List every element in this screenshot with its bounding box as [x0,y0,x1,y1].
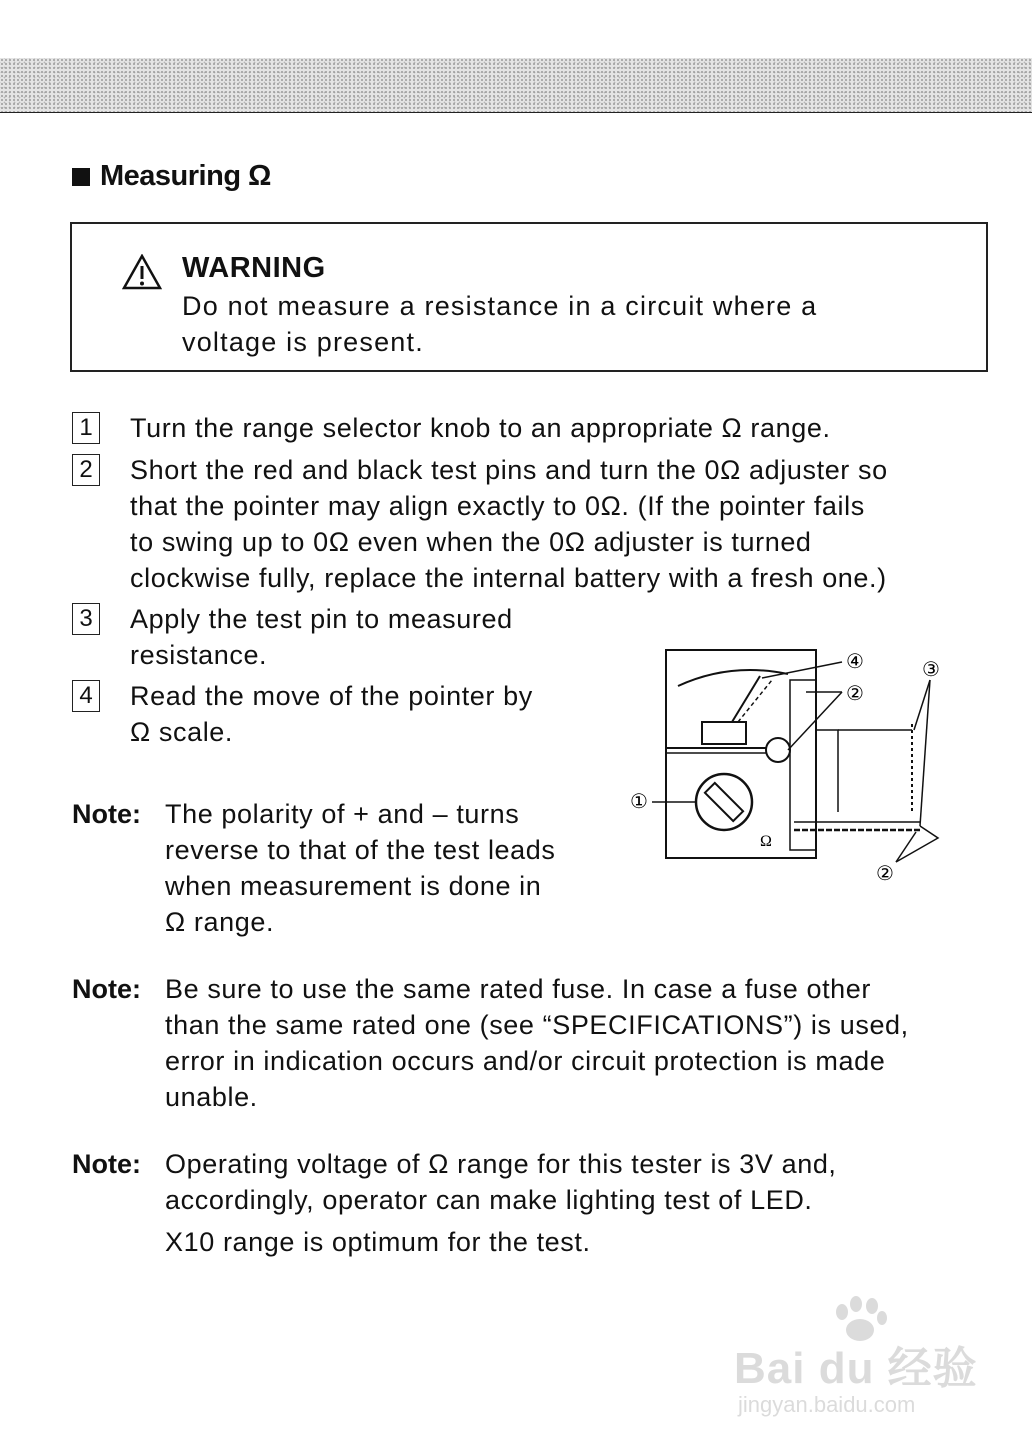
note-line: error in indication occurs and/or circuit protection is made [165,1046,886,1076]
note-line: The polarity of + and – turns [165,799,520,829]
step-4-text [130,678,610,750]
callout-4: ④ [846,649,864,673]
warning-title: WARNING [182,252,326,284]
warning-triangle-icon [122,254,162,290]
warning-line: voltage is present. [182,327,424,357]
note-line: when measurement is done in [165,871,542,901]
section-title-text: Measuring Ω [100,160,271,192]
note-line: unable. [165,1082,258,1112]
step-line: to swing up to 0Ω even when the 0Ω adjuster is turned [130,527,812,557]
note-line: Be sure to use the same rated fuse. In case a fuse other [165,974,871,1004]
step-2-text [130,452,990,596]
note-line: X10 range is optimum for the test. [165,1227,591,1257]
step-number-3: 3 [72,603,100,635]
warning-line: Do not measure a resistance in a circuit where a [182,291,818,321]
step-3-text [130,601,610,673]
note-line: reverse to that of the test leads [165,835,556,865]
callout-3: ③ [922,657,940,681]
step-line: Short the red and black test pins and turn the 0Ω adjuster so [130,455,888,485]
step-line: resistance. [130,640,268,670]
note-line: Ω range. [165,907,275,937]
step-number-1: 1 [72,412,100,444]
note-label: Note: [72,799,141,829]
watermark-url: jingyan.baidu.com [738,1392,916,1417]
step-number-2: 2 [72,454,100,486]
note-1-text [165,796,611,940]
range-selector-knob [696,774,752,830]
step-1-text [130,410,990,446]
note-label: Note: [72,974,141,1004]
note-label: Note: [72,1149,141,1179]
omega-label: Ω [760,833,772,850]
pointer-base [702,722,746,744]
note-line: Operating voltage of Ω range for this tester is 3V and, [165,1149,837,1179]
tester-diagram [620,640,960,900]
step-line: clockwise fully, replace the internal battery with a fresh one.) [130,563,887,593]
callout-2-upper: ② [846,681,864,705]
note-3-text [165,1146,991,1260]
step-line: that the pointer may align exactly to 0Ω. (If the pointer fails [130,491,865,521]
warning-box [70,222,988,372]
section-title [72,160,271,193]
baidu-watermark [730,1296,990,1426]
callout-1: ① [630,789,648,813]
meter-scale-arc [678,670,788,686]
watermark-brand: Bai du 经验 [734,1344,978,1393]
note-line: than the same rated one (see “SPECIFICATIONS”) is used, [165,1010,909,1040]
callout-2-lower: ② [876,861,894,885]
note-line: accordingly, operator can make lighting test of LED. [165,1185,813,1215]
step-line: Ω scale. [130,717,234,747]
step-line: Turn the range selector knob to an appropriate Ω range. [130,413,831,443]
zero-adjuster-knob [766,738,790,762]
step-line: Read the move of the pointer by [130,681,533,711]
warning-text [182,288,962,360]
step-number-4: 4 [72,680,100,712]
square-bullet-icon [72,168,90,186]
note-2-text [165,971,991,1115]
step-line: Apply the test pin to measured [130,604,513,634]
header-band [0,58,1032,113]
